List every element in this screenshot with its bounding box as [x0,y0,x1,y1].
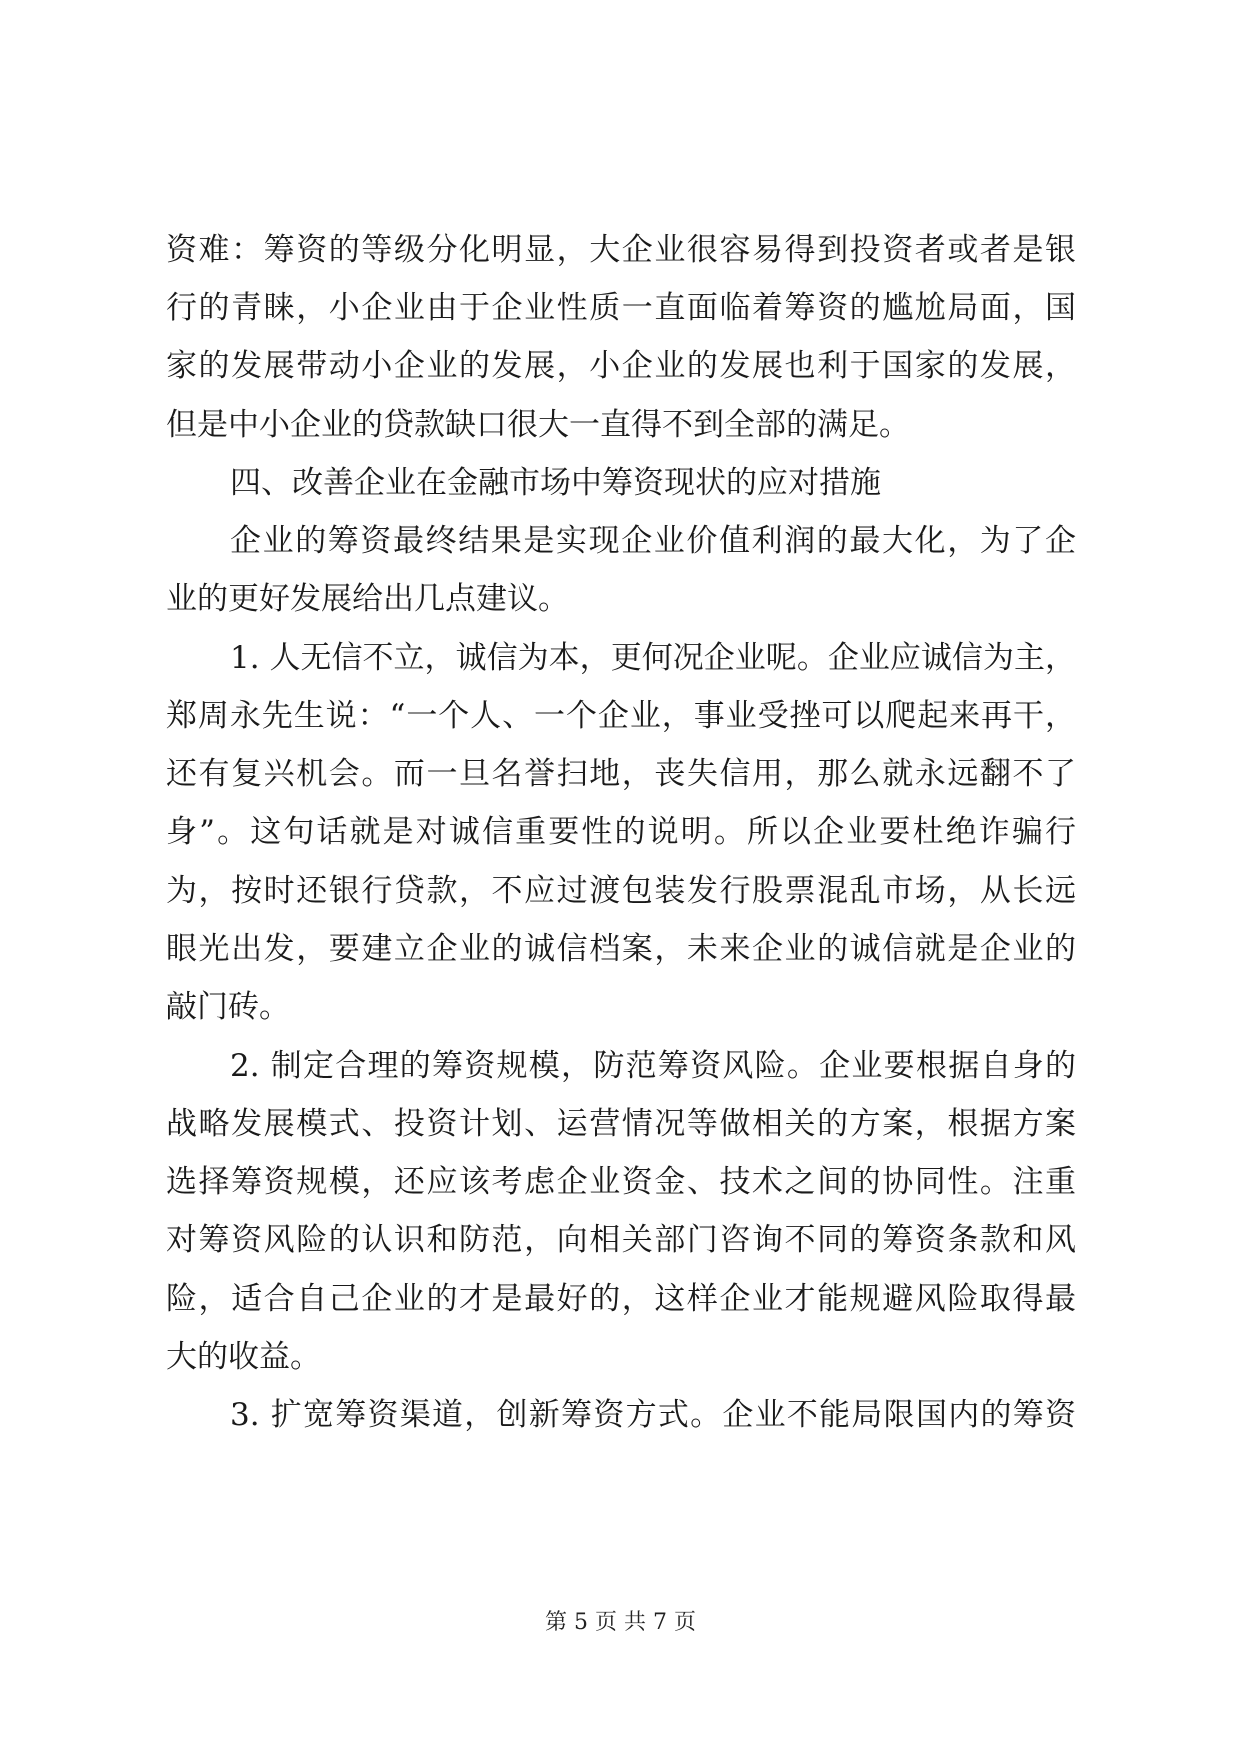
text-line: 企业的筹资最终结果是实现企业价值利润的最大化，为了企 [230,523,1076,559]
page-number: 第 5 页 共 7 页 [545,1610,696,1635]
text-line: 业的更好发展给出几点建议。 [166,581,569,617]
text-line: 对筹资风险的认识和防范，向相关部门咨询不同的筹资条款和风 [166,1222,1076,1258]
text-line: 3. 扩宽筹资渠道，创新筹资方式。企业不能局限国内的筹资 [230,1397,1076,1433]
text-line: 还有复兴机会。而一旦名誉扫地，丧失信用，那么就永远翻不了 [166,756,1076,792]
text-line: 身”。这句话就是对诚信重要性的说明。所以企业要杜绝诈骗行 [166,814,1076,850]
text-line: 敲门砖。 [166,989,290,1025]
text-line: 行的青睐，小企业由于企业性质一直面临着筹资的尴尬局面，国 [166,290,1076,326]
page-footer [0,1608,1241,1638]
text-line: 战略发展模式、投资计划、运营情况等做相关的方案，根据方案 [166,1106,1076,1142]
text-line: 为，按时还银行贷款，不应过渡包装发行股票混乱市场，从长远 [166,873,1076,909]
text-line: 郑周永先生说：“一个人、一个企业，事业受挫可以爬起来再干， [166,698,1076,734]
text-line: 资难：筹资的等级分化明显，大企业很容易得到投资者或者是银 [166,232,1076,268]
text-line: 选择筹资规模，还应该考虑企业资金、技术之间的协同性。注重 [166,1164,1076,1200]
text-line: 险，适合自己企业的才是最好的，这样企业才能规避风险取得最 [166,1281,1076,1317]
text-line: 眼光出发，要建立企业的诚信档案，未来企业的诚信就是企业的 [166,931,1076,967]
text-line: 但是中小企业的贷款缺口很大一直得不到全部的满足。 [166,407,910,443]
section-heading: 四、改善企业在金融市场中筹资现状的应对措施 [230,465,881,501]
text-line: 大的收益。 [166,1339,321,1375]
text-line: 1. 人无信不立，诚信为本，更何况企业呢。企业应诚信为主， [230,640,1076,676]
text-line: 家的发展带动小企业的发展，小企业的发展也利于国家的发展， [166,348,1076,384]
text-line: 2. 制定合理的筹资规模，防范筹资风险。企业要根据自身的 [230,1048,1076,1084]
